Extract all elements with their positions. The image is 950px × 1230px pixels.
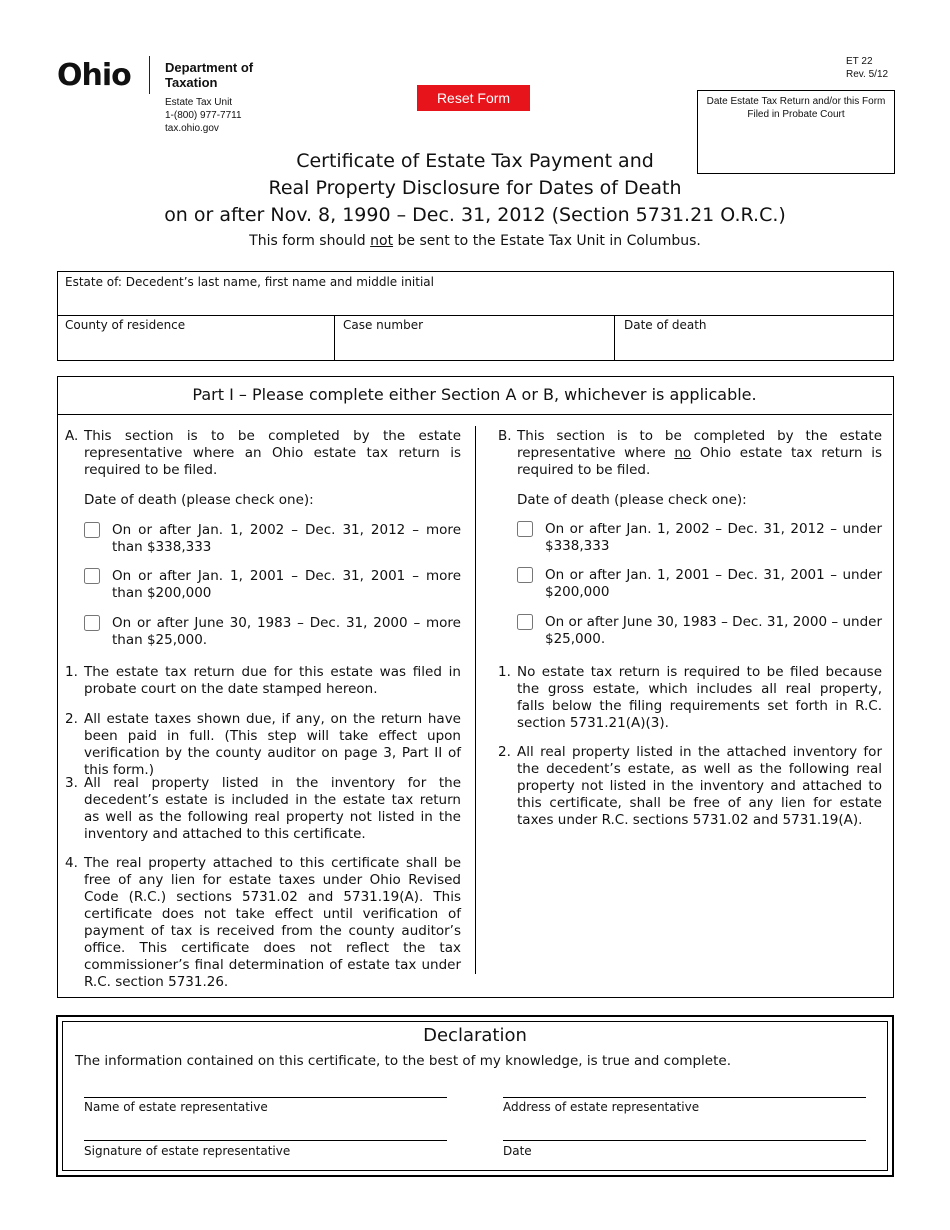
- section-b-option-3-checkbox[interactable]: [517, 614, 533, 630]
- section-a-option-2-checkbox[interactable]: [84, 568, 100, 584]
- representative-name-line: [84, 1097, 447, 1098]
- declaration-date-line: [503, 1140, 866, 1141]
- representative-signature-line: [84, 1140, 447, 1141]
- section-a-intro-text: This section is to be completed by the estate representative where an Ohio estate tax return is required to be filed.: [84, 428, 461, 478]
- department-name: Department of Taxation: [165, 60, 254, 90]
- part-one-heading: Part I – Please complete either Section A or B, whichever is applicable.: [57, 376, 892, 415]
- representative-signature-field[interactable]: [84, 1119, 450, 1141]
- form-subtitle: [150, 233, 800, 249]
- date-of-death-field[interactable]: [622, 335, 890, 357]
- logo-divider: [149, 56, 150, 94]
- declaration-title: Declaration: [423, 1025, 527, 1046]
- section-a-option-1-checkbox[interactable]: [84, 522, 100, 538]
- section-b-letter: B.: [498, 428, 512, 444]
- section-b-item-2-num: 2.: [498, 744, 511, 760]
- ohio-logo: Ohio: [57, 58, 131, 93]
- contact-info: [165, 96, 242, 135]
- section-b-option-3: On or after June 30, 1983 – Dec. 31, 2000 – under $25,000.: [545, 614, 882, 647]
- section-b-option-2-checkbox[interactable]: [517, 567, 533, 583]
- section-b-intro-before: This section is to be completed by the estate representative where: [517, 428, 882, 461]
- section-a-item-1-num: 1.: [65, 664, 78, 680]
- representative-address-field[interactable]: [503, 1076, 869, 1098]
- section-b-item-1-text: No estate tax return is required to be filed because the gross estate, which includes all real property, falls below the filing requirements set forth in R.C. section 5731.21(A)(3).: [517, 664, 882, 731]
- section-a-dod-prompt: Date of death (please check one):: [84, 492, 314, 508]
- section-a-item-4-num: 4.: [65, 855, 78, 871]
- section-a-item-2-num: 2.: [65, 711, 78, 727]
- county-label: County of residence: [65, 318, 186, 332]
- section-a-option-3: On or after June 30, 1983 – Dec. 31, 2000 – more than $25,000.: [112, 615, 461, 648]
- representative-name-label: Name of estate representative: [84, 1100, 268, 1114]
- section-a-item-3-text: All real property listed in the inventory for the decedent’s estate is included in the estate tax return as well as the following real property not listed in the inventory and attached to this certificate.: [84, 775, 461, 842]
- declaration-date-label: Date: [503, 1144, 532, 1158]
- form-title: [150, 148, 800, 229]
- representative-name-field[interactable]: [84, 1076, 450, 1098]
- subtitle-before: This form should: [249, 233, 371, 249]
- form-id: [846, 55, 888, 81]
- reset-form-button[interactable]: Reset Form: [417, 85, 530, 111]
- section-a-item-4-text: The real property attached to this certificate shall be free of any lien for estate taxes under Ohio Revised Code (R.C.) sections 5731.02 and 5731.19(A). This certificate does not take effect until verification of payment of tax is received from the county auditor’s office. This certificate does not reflect the tax commissioner’s final determination of estate tax under R.C. section 5731.26.: [84, 855, 461, 990]
- form-revision: Rev. 5/12: [846, 69, 889, 80]
- title-line-2: Real Property Disclosure for Dates of Death: [268, 177, 682, 199]
- section-a-option-3-checkbox[interactable]: [84, 615, 100, 631]
- declaration-date-field[interactable]: [503, 1119, 869, 1141]
- subtitle-not: not: [370, 233, 394, 249]
- contact-phone: 1-(800) 977-7711: [165, 110, 242, 121]
- section-b-item-1-num: 1.: [498, 664, 511, 680]
- title-line-3: on or after Nov. 8, 1990 – Dec. 31, 2012 (Section 5731.21 O.R.C.): [164, 204, 786, 226]
- section-b-option-1-checkbox[interactable]: [517, 521, 533, 537]
- case-number-label: Case number: [343, 318, 424, 332]
- section-b-intro-after: Ohio estate tax return is required to be filed.: [517, 445, 882, 478]
- date-of-death-label: Date of death: [624, 318, 707, 332]
- representative-signature-label: Signature of estate representative: [84, 1144, 291, 1158]
- section-a-item-1-text: The estate tax return due for this estate was filed in probate court on the date stamped hereon.: [84, 664, 461, 697]
- county-field[interactable]: [64, 335, 332, 357]
- table-col-divider-2: [614, 315, 615, 360]
- contact-website: tax.ohio.gov: [165, 123, 219, 134]
- section-a-item-3-num: 3.: [65, 775, 78, 791]
- table-col-divider-1: [334, 315, 335, 360]
- section-a-letter: A.: [65, 428, 79, 444]
- representative-address-label: Address of estate representative: [503, 1100, 700, 1114]
- estate-of-field[interactable]: [64, 292, 888, 314]
- form-number: ET 22: [846, 56, 873, 67]
- section-a-option-1: On or after Jan. 1, 2002 – Dec. 31, 2012 – more than $338,333: [112, 522, 461, 555]
- section-a-item-2-text: All estate taxes shown due, if any, on the return have been paid in full. (This step will take effect upon verification by the county auditor on page 3, Part II of this form.): [84, 711, 461, 778]
- section-b-intro-text: [517, 428, 882, 479]
- section-column-divider: [475, 426, 476, 974]
- section-b-intro-no: no: [674, 445, 692, 461]
- representative-address-line: [503, 1097, 866, 1098]
- title-line-1: Certificate of Estate Tax Payment and: [296, 150, 654, 172]
- section-b-option-1: On or after Jan. 1, 2002 – Dec. 31, 2012 – under $338,333: [545, 521, 882, 554]
- section-b-option-2: On or after Jan. 1, 2001 – Dec. 31, 2001 – under $200,000: [545, 567, 882, 600]
- declaration-statement: The information contained on this certificate, to the best of my knowledge, is true and complete.: [75, 1053, 732, 1069]
- estate-of-label: Estate of: Decedent’s last name, first name and middle initial: [65, 275, 434, 289]
- contact-unit: Estate Tax Unit: [165, 97, 233, 108]
- section-a-option-2: On or after Jan. 1, 2001 – Dec. 31, 2001 – more than $200,000: [112, 568, 461, 601]
- stamp-box-label: Date Estate Tax Return and/or this Form Filed in Probate Court: [706, 96, 886, 120]
- subtitle-after: be sent to the Estate Tax Unit in Columbus.: [393, 233, 701, 249]
- section-b-item-2-text: All real property listed in the attached inventory for the decedent’s estate, as well as the following real property not listed in the inventory and attached to this certificate, shall be free of any lien for estate taxes under R.C. sections 5731.02 and 5731.19(A).: [517, 744, 882, 828]
- section-b-dod-prompt: Date of death (please check one):: [517, 492, 747, 508]
- case-number-field[interactable]: [342, 335, 612, 357]
- table-row-divider: [57, 315, 894, 316]
